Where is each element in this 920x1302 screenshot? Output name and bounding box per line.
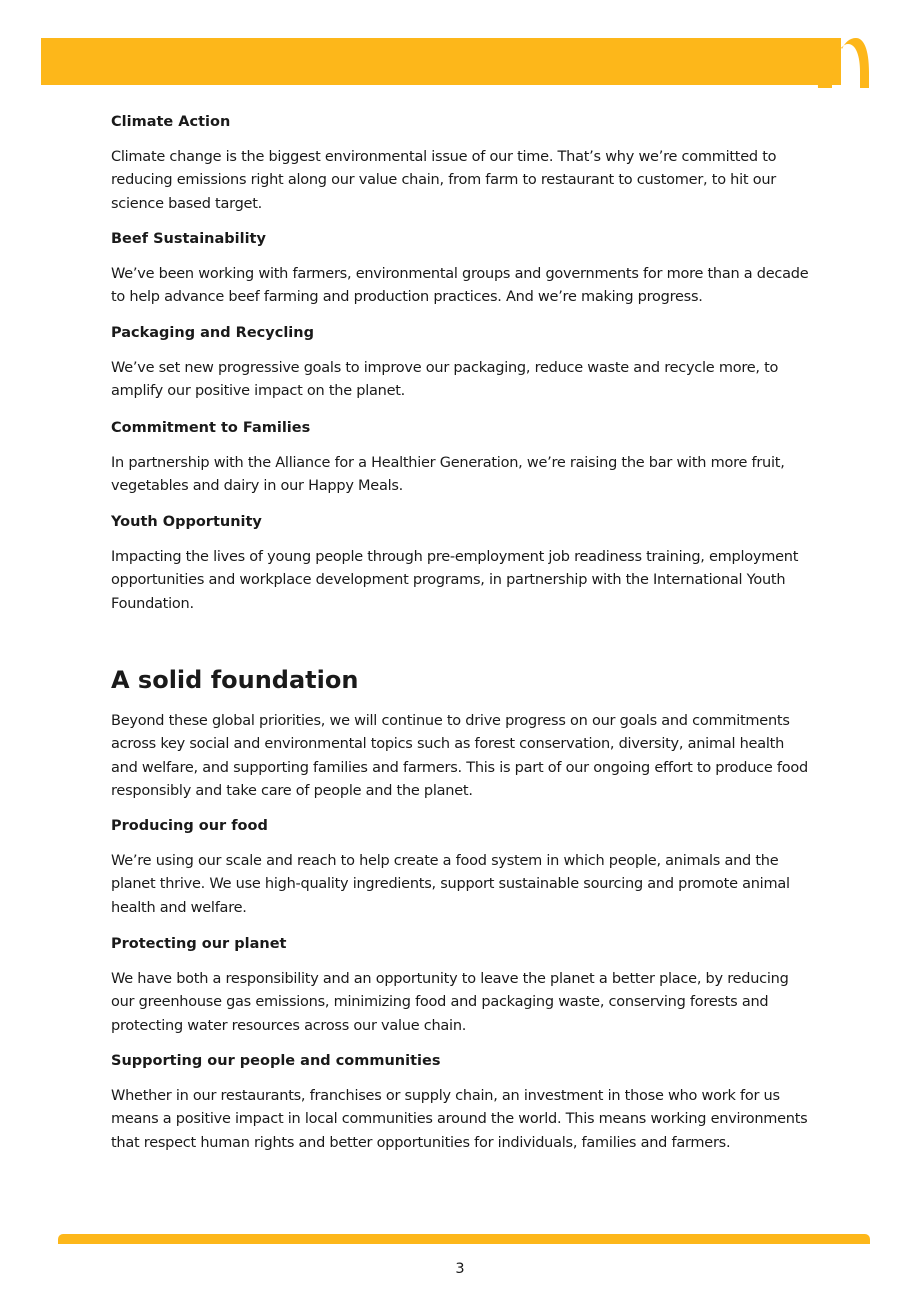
header-accent-bar [41,38,841,85]
heading-supporting-people: Supporting our people and communities [111,1053,441,1069]
heading-producing-food: Producing our food [111,818,268,834]
heading-packaging-recycling: Packaging and Recycling [111,325,314,341]
paragraph-youth-opportunity: Impacting the lives of young people through pre-employment job readiness training, employment opportunities and workplace development programs, in partnership with the International Youth Foundation. [111,549,799,612]
heading-protecting-planet: Protecting our planet [111,936,287,952]
paragraph-protecting-planet: We have both a responsibility and an opportunity to leave the planet a better place, by reducing our greenhouse gas emissions, minimizing food and packaging waste, conserving forests and protecting water resources across our value chain. [111,971,789,1034]
section-title-foundation: A solid foundation [111,666,359,694]
paragraph-commitment-families: In partnership with the Alliance for a Healthier Generation, we’re raising the bar with more fruit, vegetables and dairy in our Happy Meals. [111,455,785,495]
paragraph-climate-action: Climate change is the biggest environmental issue of our time. That’s why we’re committed to reducing emissions right along our value chain, from farm to restaurant to customer, to hit our science based target. [111,149,777,212]
heading-commitment-families: Commitment to Families [111,420,311,436]
paragraph-foundation-intro: Beyond these global priorities, we will continue to drive progress on our goals and commitments across key social and environmental topics such as forest conservation, diversity, animal health and welfare, and supporting families and farmers. This is part of our ongoing effort to produce food responsibly and take care of people and the planet. [111,713,808,799]
heading-climate-action: Climate Action [111,114,231,130]
footer-accent-bar [58,1234,870,1244]
heading-youth-opportunity: Youth Opportunity [111,514,262,530]
golden-arches-icon [812,36,884,90]
paragraph-supporting-people: Whether in our restaurants, franchises or supply chain, an investment in those who work for us means a positive impact in local communities around the world. This means working environments that respect human rights and better opportunities for individuals, families and farmers. [111,1088,808,1151]
paragraph-producing-food: We’re using our scale and reach to help create a food system in which people, animals and the planet thrive. We use high-quality ingredients, support sustainable sourcing and promote animal health and welfare. [111,853,790,916]
paragraph-beef-sustainability: We’ve been working with farmers, environmental groups and governments for more than a decade to help advance beef farming and production practices. And we’re making progress. [111,266,809,306]
paragraph-packaging-recycling: We’ve set new progressive goals to improve our packaging, reduce waste and recycle more, to amplify our positive impact on the planet. [111,360,779,400]
page-number: 3 [455,1261,465,1277]
heading-beef-sustainability: Beef Sustainability [111,231,266,247]
